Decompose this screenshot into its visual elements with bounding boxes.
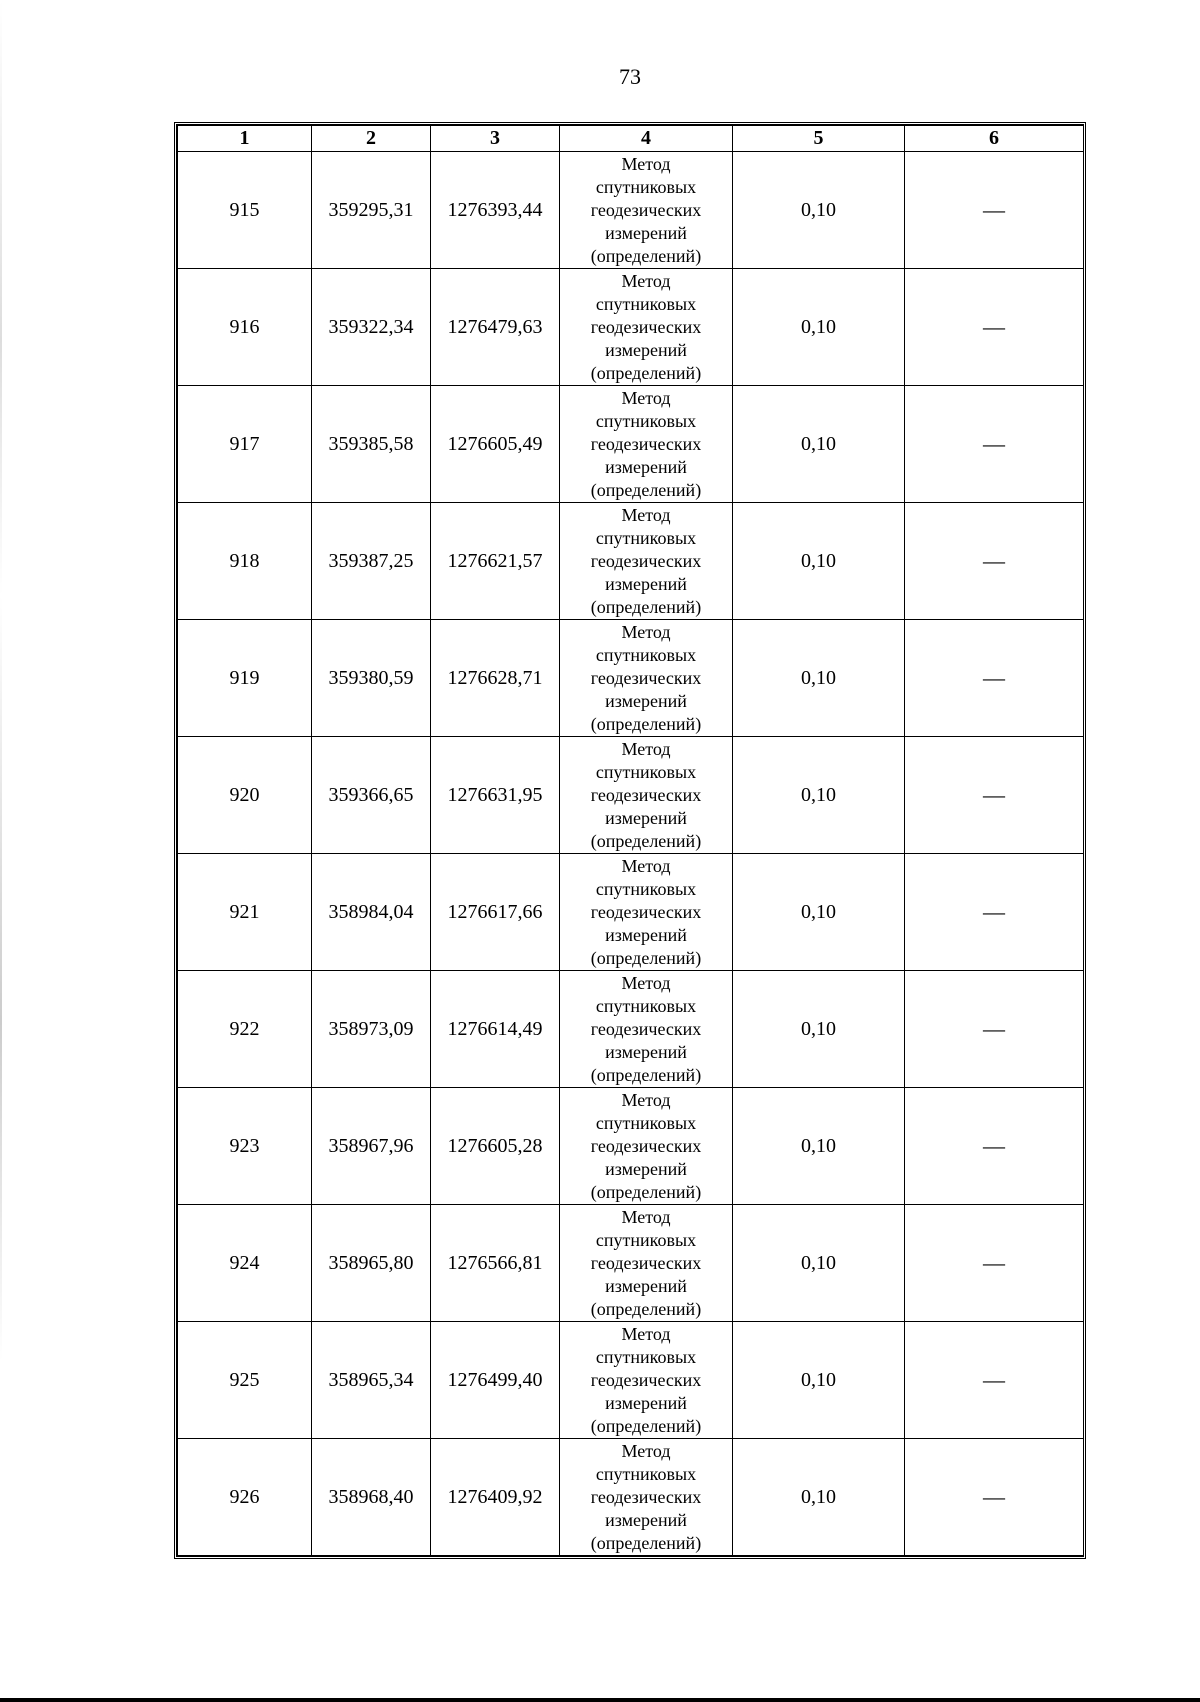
- table-row: [178, 1088, 1084, 1205]
- description-cell: [905, 854, 1084, 971]
- method-line: измерений: [605, 339, 687, 360]
- method-cell: [560, 1322, 733, 1439]
- accuracy-cell: 0,10: [733, 1205, 905, 1322]
- y-coordinate-cell: 1276628,71: [431, 620, 560, 737]
- point-number-cell: 921: [178, 854, 312, 971]
- method-line: Метод: [621, 1323, 671, 1344]
- dash-mark: —: [983, 431, 1005, 456]
- x-coordinate-cell: 358967,96: [312, 1088, 431, 1205]
- method-line: геодезических: [590, 1252, 702, 1273]
- method-line: геодезических: [590, 550, 702, 571]
- table-row: [178, 1322, 1084, 1439]
- description-cell: [905, 1205, 1084, 1322]
- x-coordinate-cell: 359380,59: [312, 620, 431, 737]
- dash-mark: —: [983, 1016, 1005, 1041]
- column-header: 5: [733, 126, 905, 152]
- method-cell: [560, 152, 733, 269]
- accuracy-cell: 0,10: [733, 152, 905, 269]
- method-line: спутниковых: [595, 761, 697, 782]
- y-coordinate-cell: 1276479,63: [431, 269, 560, 386]
- method-line: геодезических: [590, 199, 702, 220]
- method-cell: [560, 1088, 733, 1205]
- method-line: Метод: [621, 855, 671, 876]
- column-header: 1: [178, 126, 312, 152]
- table-row: [178, 503, 1084, 620]
- accuracy-cell: 0,10: [733, 620, 905, 737]
- column-header: 2: [312, 126, 431, 152]
- method-line: (определений): [590, 1181, 702, 1202]
- method-line: (определений): [590, 1415, 702, 1436]
- accuracy-cell: 0,10: [733, 1322, 905, 1439]
- method-line: измерений: [605, 924, 687, 945]
- accuracy-cell: 0,10: [733, 386, 905, 503]
- method-line: измерений: [605, 222, 687, 243]
- method-cell: [560, 503, 733, 620]
- table-row: [178, 152, 1084, 269]
- description-cell: [905, 503, 1084, 620]
- method-line: Метод: [621, 972, 671, 993]
- bottom-rule: [0, 1698, 1200, 1702]
- x-coordinate-cell: 358965,80: [312, 1205, 431, 1322]
- table-row: [178, 1205, 1084, 1322]
- method-cell: [560, 620, 733, 737]
- method-line: геодезических: [590, 1018, 702, 1039]
- dash-mark: —: [983, 1484, 1005, 1509]
- description-cell: [905, 1439, 1084, 1556]
- method-line: спутниковых: [595, 293, 697, 314]
- method-line: Метод: [621, 504, 671, 525]
- method-line: спутниковых: [595, 1346, 697, 1367]
- method-cell: [560, 737, 733, 854]
- description-cell: [905, 1322, 1084, 1439]
- accuracy-cell: 0,10: [733, 1439, 905, 1556]
- x-coordinate-cell: 358984,04: [312, 854, 431, 971]
- x-coordinate-cell: 359295,31: [312, 152, 431, 269]
- x-coordinate-cell: 358973,09: [312, 971, 431, 1088]
- method-line: Метод: [621, 153, 671, 174]
- description-cell: [905, 620, 1084, 737]
- method-cell: [560, 1205, 733, 1322]
- description-cell: [905, 152, 1084, 269]
- point-number-cell: 926: [178, 1439, 312, 1556]
- point-number-cell: 915: [178, 152, 312, 269]
- accuracy-cell: 0,10: [733, 269, 905, 386]
- method-line: геодезических: [590, 667, 702, 688]
- method-line: спутниковых: [595, 527, 697, 548]
- dash-mark: —: [983, 197, 1005, 222]
- method-line: спутниковых: [595, 410, 697, 431]
- y-coordinate-cell: 1276605,49: [431, 386, 560, 503]
- method-line: геодезических: [590, 1369, 702, 1390]
- method-line: геодезических: [590, 433, 702, 454]
- dash-mark: —: [983, 1133, 1005, 1158]
- method-line: спутниковых: [595, 1463, 697, 1484]
- table-row: [178, 620, 1084, 737]
- method-line: Метод: [621, 738, 671, 759]
- point-number-cell: 925: [178, 1322, 312, 1439]
- table-row: [178, 269, 1084, 386]
- scan-edge: [0, 0, 2, 1702]
- x-coordinate-cell: 359322,34: [312, 269, 431, 386]
- method-line: спутниковых: [595, 176, 697, 197]
- method-cell: [560, 854, 733, 971]
- method-line: измерений: [605, 1509, 687, 1530]
- x-coordinate-cell: 358965,34: [312, 1322, 431, 1439]
- dash-mark: —: [983, 899, 1005, 924]
- method-line: (определений): [590, 1532, 702, 1553]
- y-coordinate-cell: 1276621,57: [431, 503, 560, 620]
- method-line: (определений): [590, 947, 702, 968]
- description-cell: [905, 386, 1084, 503]
- method-line: Метод: [621, 1206, 671, 1227]
- method-line: геодезических: [590, 901, 702, 922]
- accuracy-cell: 0,10: [733, 503, 905, 620]
- point-number-cell: 920: [178, 737, 312, 854]
- accuracy-cell: 0,10: [733, 971, 905, 1088]
- page-number: 73: [619, 64, 641, 89]
- dash-mark: —: [983, 665, 1005, 690]
- method-cell: [560, 1439, 733, 1556]
- method-line: (определений): [590, 1298, 702, 1319]
- method-line: измерений: [605, 1158, 687, 1179]
- method-line: измерений: [605, 1392, 687, 1413]
- method-line: измерений: [605, 690, 687, 711]
- method-line: Метод: [621, 621, 671, 642]
- table-row: [178, 971, 1084, 1088]
- method-cell: [560, 386, 733, 503]
- y-coordinate-cell: 1276393,44: [431, 152, 560, 269]
- method-line: геодезических: [590, 784, 702, 805]
- point-number-cell: 916: [178, 269, 312, 386]
- point-number-cell: 918: [178, 503, 312, 620]
- x-coordinate-cell: 358968,40: [312, 1439, 431, 1556]
- method-line: геодезических: [590, 1135, 702, 1156]
- table-header-row: [178, 126, 1084, 152]
- method-line: спутниковых: [595, 878, 697, 899]
- method-line: измерений: [605, 456, 687, 477]
- dash-mark: —: [983, 548, 1005, 573]
- method-line: измерений: [605, 1275, 687, 1296]
- method-line: (определений): [590, 245, 702, 266]
- description-cell: [905, 1088, 1084, 1205]
- point-number-cell: 922: [178, 971, 312, 1088]
- column-header: 4: [560, 126, 733, 152]
- method-line: измерений: [605, 1041, 687, 1062]
- table-row: [178, 854, 1084, 971]
- accuracy-cell: 0,10: [733, 854, 905, 971]
- dash-mark: —: [983, 1367, 1005, 1392]
- column-header: 3: [431, 126, 560, 152]
- point-number-cell: 917: [178, 386, 312, 503]
- method-line: Метод: [621, 1089, 671, 1110]
- method-cell: [560, 971, 733, 1088]
- method-line: Метод: [621, 387, 671, 408]
- method-line: (определений): [590, 362, 702, 383]
- method-line: Метод: [621, 270, 671, 291]
- y-coordinate-cell: 1276499,40: [431, 1322, 560, 1439]
- x-coordinate-cell: 359385,58: [312, 386, 431, 503]
- x-coordinate-cell: 359387,25: [312, 503, 431, 620]
- method-line: спутниковых: [595, 995, 697, 1016]
- coordinates-table-frame: [174, 122, 1086, 1559]
- y-coordinate-cell: 1276614,49: [431, 971, 560, 1088]
- method-line: измерений: [605, 573, 687, 594]
- accuracy-cell: 0,10: [733, 737, 905, 854]
- y-coordinate-cell: 1276605,28: [431, 1088, 560, 1205]
- method-cell: [560, 269, 733, 386]
- description-cell: [905, 971, 1084, 1088]
- method-line: измерений: [605, 807, 687, 828]
- description-cell: [905, 737, 1084, 854]
- table-row: [178, 1439, 1084, 1556]
- dash-mark: —: [983, 314, 1005, 339]
- method-line: (определений): [590, 713, 702, 734]
- table-row: [178, 386, 1084, 503]
- accuracy-cell: 0,10: [733, 1088, 905, 1205]
- method-line: (определений): [590, 596, 702, 617]
- coordinates-table: [177, 125, 1084, 1556]
- point-number-cell: 924: [178, 1205, 312, 1322]
- method-line: спутниковых: [595, 1229, 697, 1250]
- description-cell: [905, 269, 1084, 386]
- table-body: [178, 152, 1084, 1556]
- method-line: спутниковых: [595, 1112, 697, 1133]
- y-coordinate-cell: 1276409,92: [431, 1439, 560, 1556]
- method-line: (определений): [590, 830, 702, 851]
- dash-mark: —: [983, 782, 1005, 807]
- column-header: 6: [905, 126, 1084, 152]
- point-number-cell: 923: [178, 1088, 312, 1205]
- y-coordinate-cell: 1276617,66: [431, 854, 560, 971]
- method-line: геодезических: [590, 316, 702, 337]
- method-line: (определений): [590, 479, 702, 500]
- dash-mark: —: [983, 1250, 1005, 1275]
- y-coordinate-cell: 1276566,81: [431, 1205, 560, 1322]
- table-row: [178, 737, 1084, 854]
- method-line: геодезических: [590, 1486, 702, 1507]
- method-line: (определений): [590, 1064, 702, 1085]
- method-line: Метод: [621, 1440, 671, 1461]
- x-coordinate-cell: 359366,65: [312, 737, 431, 854]
- method-line: спутниковых: [595, 644, 697, 665]
- point-number-cell: 919: [178, 620, 312, 737]
- y-coordinate-cell: 1276631,95: [431, 737, 560, 854]
